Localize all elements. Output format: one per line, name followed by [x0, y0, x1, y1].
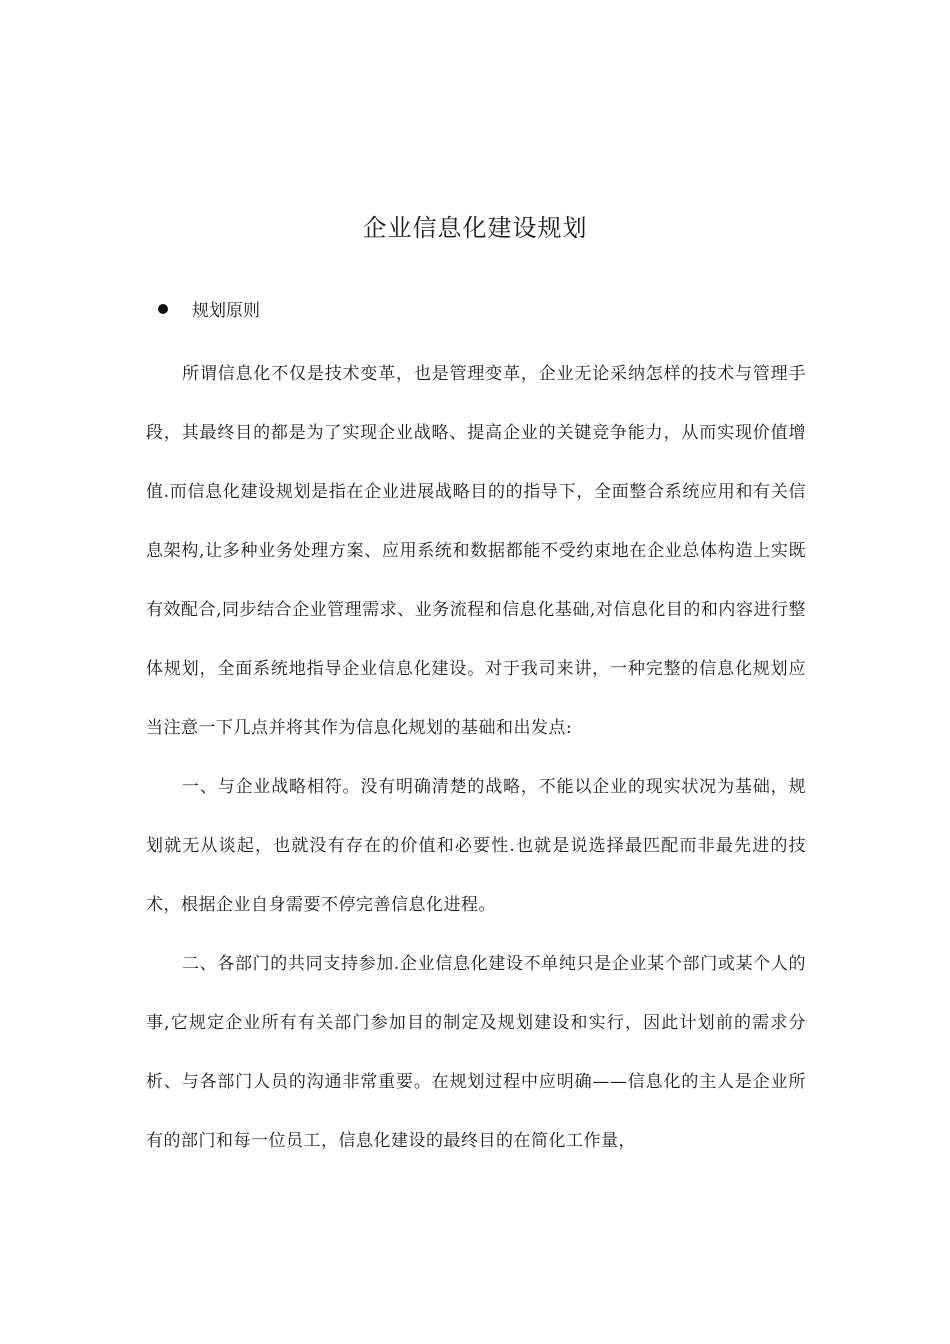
document-title: 企业信息化建设规划 [362, 214, 588, 242]
document-body [146, 345, 806, 1171]
section-heading-label: 规划原则 [192, 301, 260, 321]
paragraph-point-one: 一、与企业战略相符。没有明确清楚的战略，不能以企业的现实状况为基础，规划就无从谈起，也就没有存在的价值和必要性.也就是说选择最匹配而非最先进的技术，根据企业自身需要不停完善信息化进程。 [146, 777, 806, 915]
bullet-icon [158, 304, 168, 314]
paragraph-intro: 所谓信息化不仅是技术变革，也是管理变革，企业无论采纳怎样的技术与管理手段，其最终目的都是为了实现企业战略、提高企业的关键竞争能力，从而实现价值增值.而信息化建设规划是指在企业进展战略目的的指导下，全面整合系统应用和有关信息架构,让多种业务处理方案、应用系统和数据都能不受约束地在企业总体构造上实既有效配合,同步结合企业管理需求、业务流程和信息化基础,对信息化目的和内容进行整体规划，全面系统地指导企业信息化建设。对于我司来讲，一种完整的信息化规划应当注意一下几点并将其作为信息化规划的基础和出发点: [146, 364, 806, 738]
paragraph-point-two: 二、各部门的共同支持参加.企业信息化建设不单纯只是企业某个部门或某个人的事,它规定企业所有有关部门参加目的制定及规划建设和实行，因此计划前的需求分析、与各部门人员的沟通非常重要。在规划过程中应明确——信息化的主人是企业所有的部门和每一位员工，信息化建设的最终目的在简化工作量， [146, 954, 806, 1151]
section-heading [158, 296, 260, 321]
